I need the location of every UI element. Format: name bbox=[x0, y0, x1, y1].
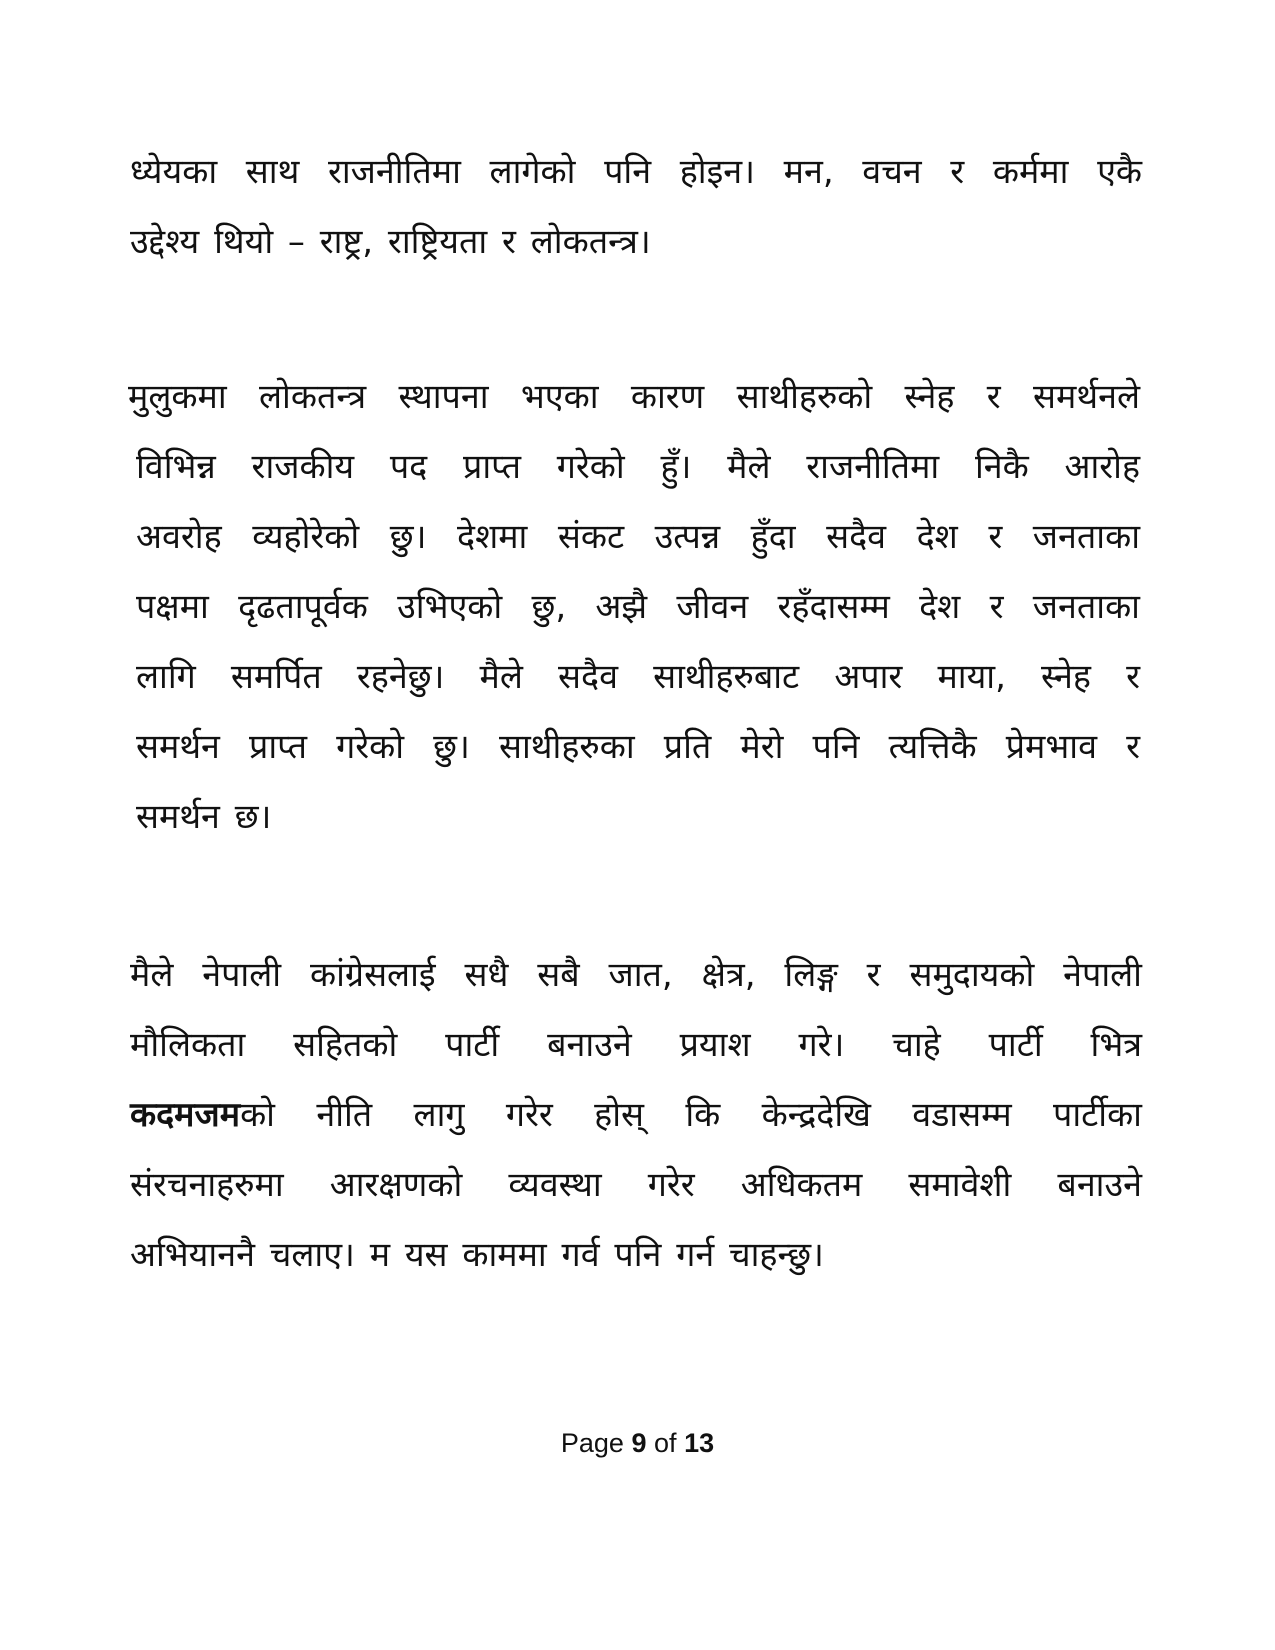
paragraph-2-line: पक्षमा दृढतापूर्वक उभिएको छु, अझै जीवन रहँदासम्म देश र जनताका bbox=[136, 587, 1140, 627]
footer-page-word: Page bbox=[560, 1428, 624, 1458]
paragraph-3-line-rest: को नीति लागु गरेर होस् कि केन्द्रदेखि वडासम्म पार्टीका bbox=[240, 1095, 1142, 1135]
paragraph-2-line: विभिन्न राजकीय पद प्राप्त गरेको हुँ। मैले राजनीतिमा निकै आरोह bbox=[136, 447, 1140, 487]
paragraph-1-line: उद्देश्य थियो – राष्ट्र, राष्ट्रियता र लोकतन्त्र। bbox=[130, 222, 651, 262]
paragraph-2-line: समर्थन छ। bbox=[136, 797, 272, 837]
paragraph-1-line: ध्येयका साथ राजनीतिमा लागेको पनि होइन। मन, वचन र कर्ममा एकै bbox=[130, 152, 1142, 192]
paragraph-3 bbox=[130, 940, 1142, 1290]
paragraph-2 bbox=[128, 362, 1140, 852]
bold-term: कदमजम bbox=[130, 1095, 241, 1135]
paragraph-3-line: मैले नेपाली कांग्रेसलाई सधै सबै जात, क्षेत्र, लिङ्ग र समुदायको नेपाली bbox=[130, 955, 1142, 995]
paragraph-3-line: अभियाननै चलाए। म यस काममा गर्व पनि गर्न चाहन्छु। bbox=[130, 1235, 824, 1275]
paragraph-1 bbox=[130, 137, 1142, 277]
paragraph-3-line: संरचनाहरुमा आरक्षणको व्यवस्था गरेर अधिकतम समावेशी बनाउने bbox=[130, 1165, 1142, 1205]
paragraph-3-line bbox=[130, 1080, 1142, 1150]
paragraph-2-line: अवरोह व्यहोरेको छु। देशमा संकट उत्पन्न हुँदा सदैव देश र जनताका bbox=[136, 517, 1140, 557]
paragraph-2-line: मुलुकमा लोकतन्त्र स्थापना भएका कारण साथीहरुको स्नेह र समर्थनले bbox=[128, 377, 1140, 417]
footer-current-page: 9 bbox=[631, 1428, 647, 1458]
paragraph-2-line: लागि समर्पित रहनेछु। मैले सदैव साथीहरुबाट अपार माया, स्नेह र bbox=[136, 657, 1140, 697]
paragraph-2-line: समर्थन प्राप्त गरेको छु। साथीहरुका प्रति मेरो पनि त्यत्तिकै प्रेमभाव र bbox=[136, 727, 1140, 767]
footer-total-pages: 13 bbox=[684, 1428, 715, 1458]
page-footer bbox=[0, 1428, 1275, 1459]
footer-of-word: of bbox=[654, 1428, 677, 1458]
paragraph-3-line: मौलिकता सहितको पार्टी बनाउने प्रयाश गरे। चाहे पार्टी भित्र bbox=[130, 1025, 1142, 1065]
